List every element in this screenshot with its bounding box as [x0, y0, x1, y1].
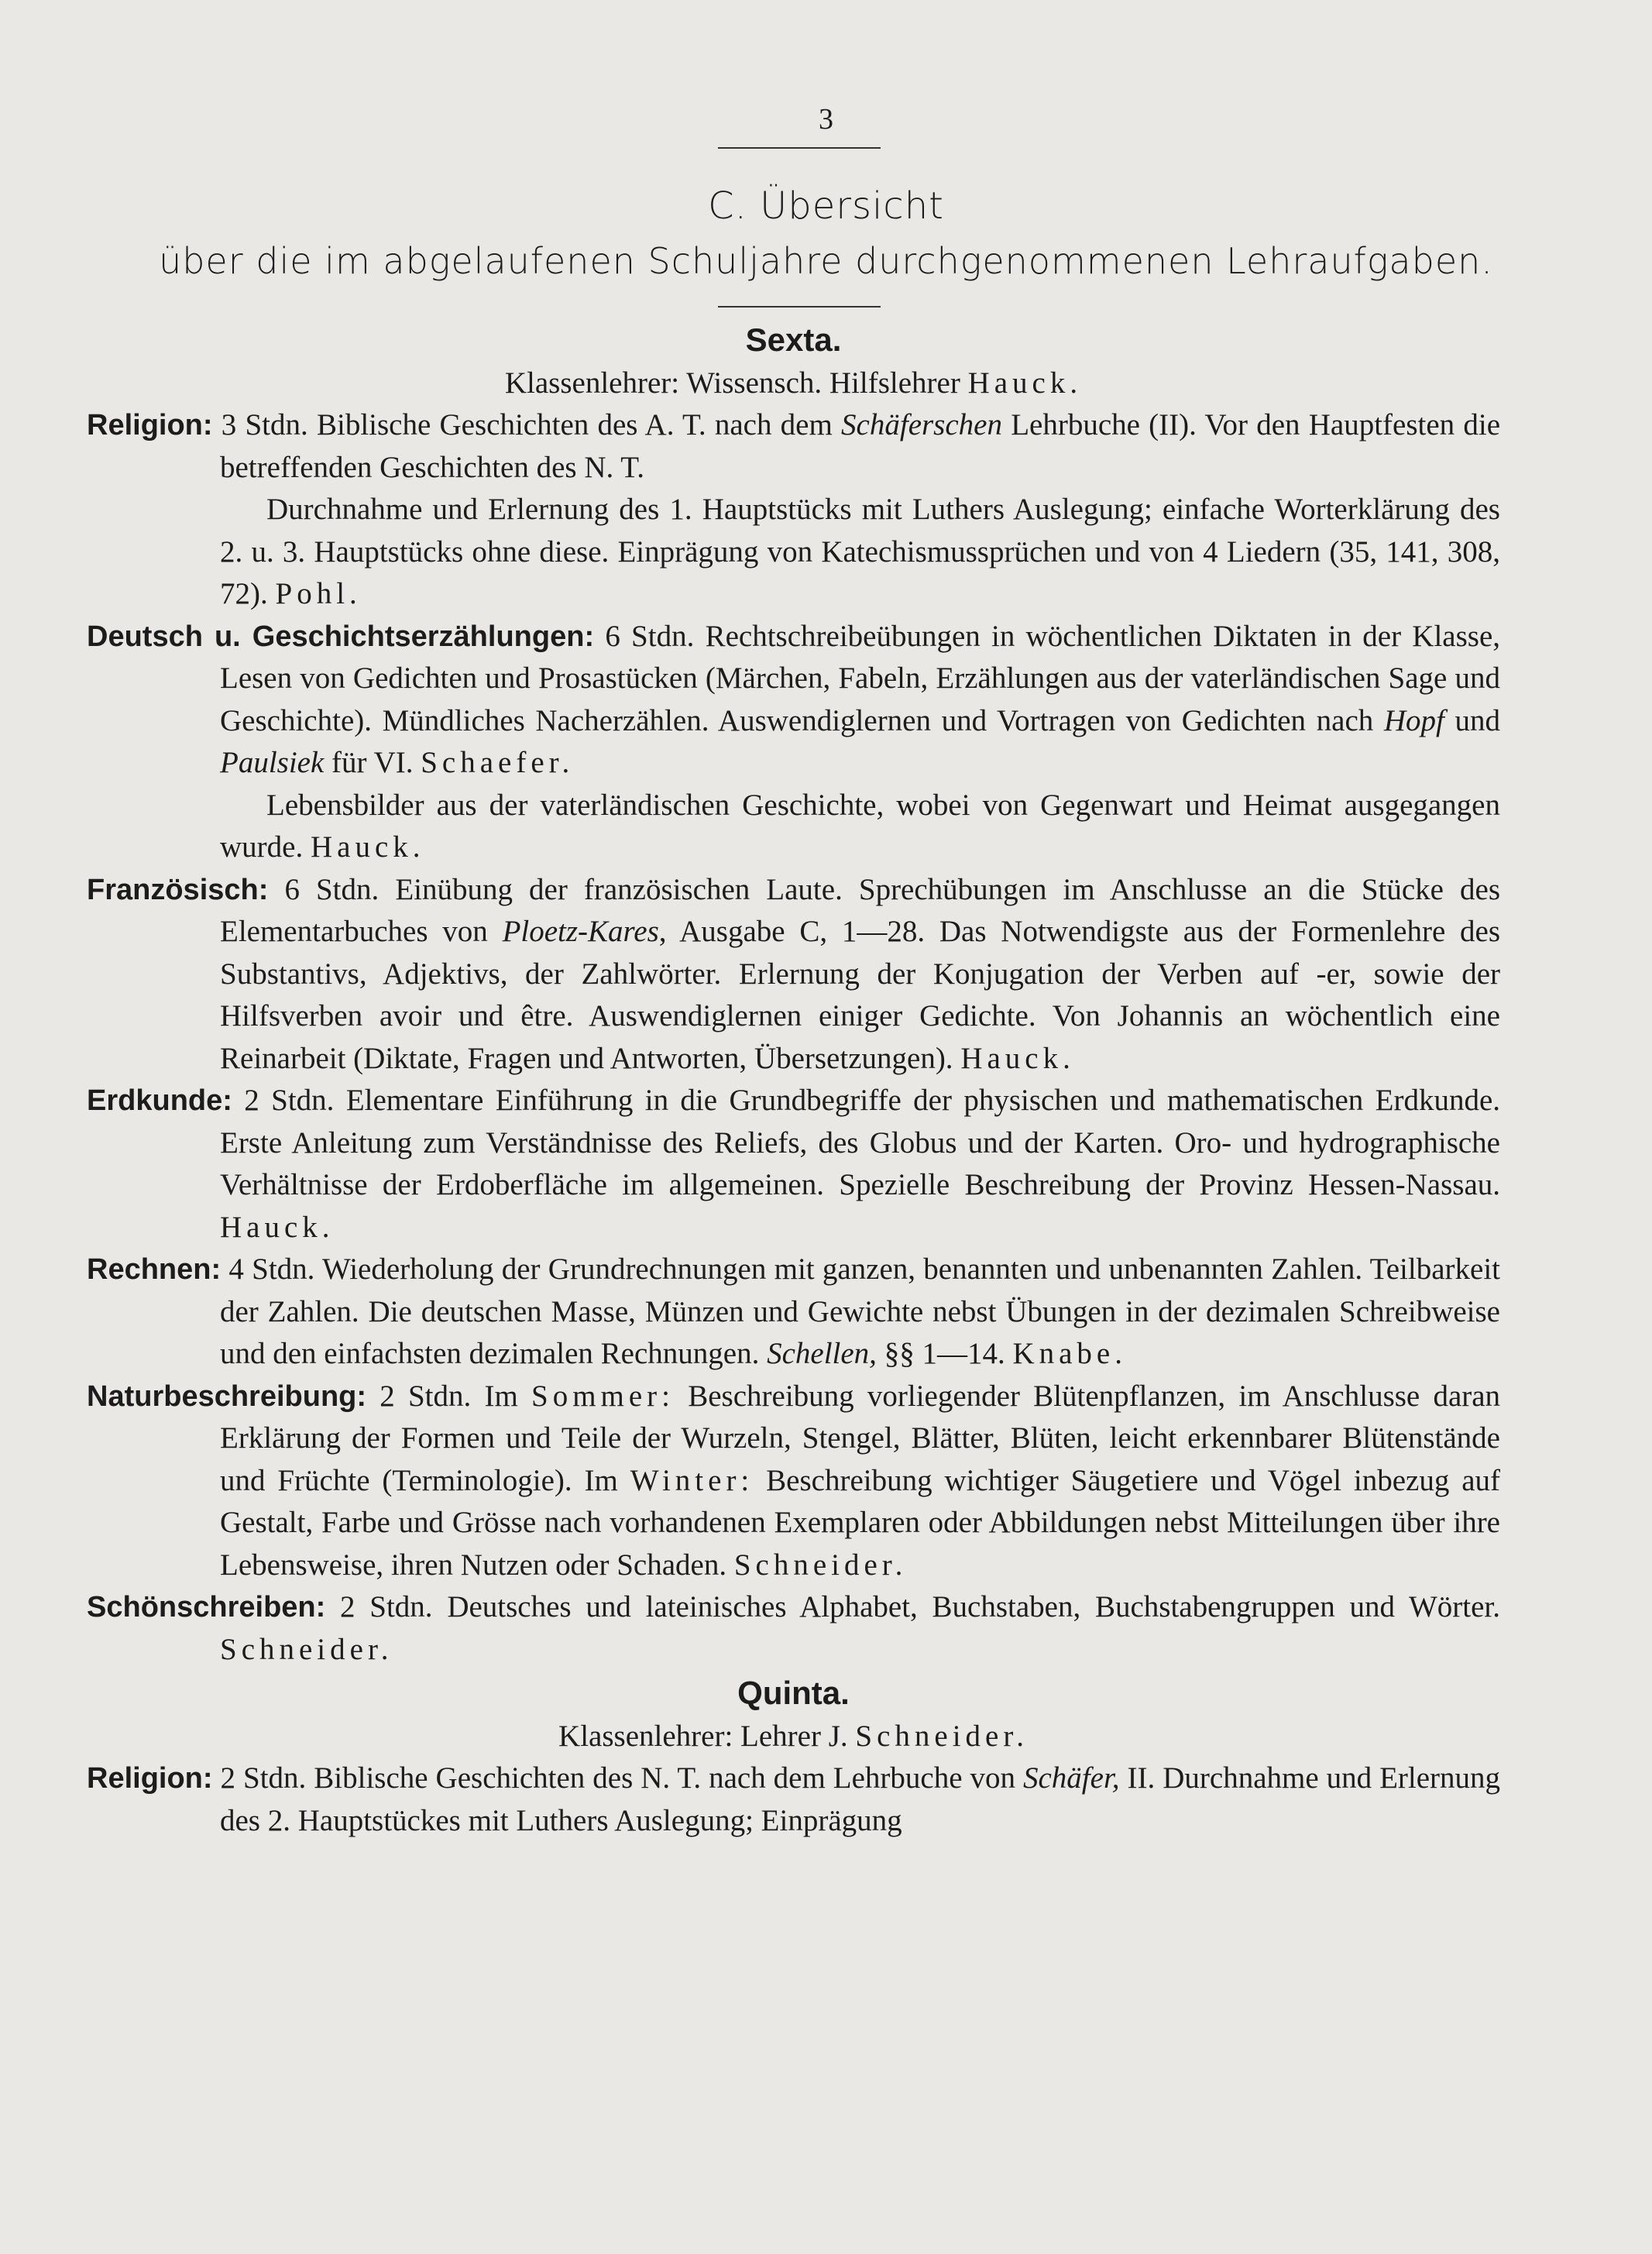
season-label: Sommer:	[531, 1379, 675, 1413]
subject-text: II. Durchnahme und Erlernung des 2. Hauptstückes mit Luthers Auslegung; Einprägung	[220, 1761, 1501, 1837]
document-body	[87, 318, 1500, 1842]
book-title: Schäfer,	[1022, 1761, 1120, 1795]
heading-rule	[718, 306, 881, 308]
teacher-name: Knabe.	[1012, 1337, 1127, 1370]
season-label: Winter:	[630, 1463, 754, 1497]
section-title: C. Übersicht	[708, 184, 944, 228]
subject-hours: 2 Stdn.	[380, 1379, 472, 1413]
teacher-role: Lehrer J.	[740, 1720, 848, 1753]
book-title: Ploetz-Kares	[502, 915, 659, 948]
subject-text: Biblische Geschichten des N. T. nach dem Lehrbuche von	[314, 1761, 1015, 1795]
subject-label: Französisch	[87, 873, 259, 906]
subject-text: Biblische Geschichten des A. T. nach dem	[316, 408, 833, 442]
subject-label: Schönschreiben	[87, 1591, 316, 1623]
section-subtitle: über die im abgelaufenen Schuljahre durchgenommenen Lehraufgaben.	[159, 240, 1493, 282]
subject-label: Religion	[87, 409, 203, 442]
teacher-role: Wissensch. Hilfslehrer	[686, 366, 960, 400]
teacher-name: Schneider.	[855, 1720, 1029, 1753]
subject-hours: 2 Stdn.	[244, 1084, 335, 1117]
teacher-name: Hauck.	[310, 830, 425, 864]
subject-label: Naturbeschreibung	[87, 1380, 357, 1413]
teacher-name: Hauck.	[967, 366, 1083, 400]
subject-text: Lebensbilder aus der vaterländischen Geschichte, wobei von Gegenwart und Heimat ausgegangen wurde.	[220, 788, 1500, 864]
subject-paragraph	[87, 785, 1500, 869]
subject-hours: 2 Stdn.	[340, 1590, 433, 1623]
subject-hours: 4 Stdn.	[228, 1252, 315, 1286]
class-title-quinta: Quinta.	[737, 1675, 850, 1711]
class-teacher-quinta	[87, 1716, 1500, 1758]
teacher-label: Klassenlehrer:	[558, 1720, 733, 1753]
subject-text: Einübung der französischen Laute. Sprechübungen im Anschlusse an die Stücke des Elementarbuches von	[220, 872, 1501, 948]
subject-text: , Ausgabe C, 1—28. Das Notwendigste aus der Formenlehre des Substantivs, Adjektivs, der Zahlwörter. Erlernung der Konjugation der Verben auf -er, sowie der Hilfsverben avoir und être. Auswendiglernen einiger Gedichte. Von Johannis an wöchentlich eine Reinarbeit (Diktate, Fragen und Antworten, Übersetzungen).	[220, 915, 1501, 1075]
subject-paragraph	[87, 489, 1500, 616]
page-number-rule	[718, 147, 881, 149]
subject-label: Deutsch u. Geschichtserzählungen	[87, 620, 585, 653]
subject-text: Deutsches und lateinisches Alphabet, Buchstaben, Buchstabengruppen und Wörter.	[447, 1590, 1501, 1623]
teacher-label: Klassenlehrer:	[504, 366, 680, 400]
subject-deutsch-sexta: Deutsch u. Geschichtserzählungen: 6 Stdn. Rechtschreibeübungen in wöchentlichen Diktaten in der Klasse, Lesen von Gedichten und Prosastücken (Märchen, Fabeln, Erzählungen aus der vaterländischen Sage und Geschichte). Mündliches Nacherzählen. Auswendiglernen und Vortragen von Gedichten nach Hopf und Paulsiek für VI. Schaefer.	[87, 619, 1501, 779]
teacher-name: Hauck.	[960, 1041, 1075, 1075]
subject-text: Durchnahme und Erlernung des 1. Hauptstücks mit Luthers Auslegung; einfache Worterklärung des 2. u. 3. Hauptstücks ohne diese. Einprägung von Katechismussprüchen und von 4 Liedern (35, 141, 308, 72).	[220, 493, 1500, 610]
subject-text: Rechtschreibeübungen in wöchentlichen Diktaten in der Klasse, Lesen von Gedichten und Prosastücken (Märchen, Fabeln, Erzählungen aus der vaterländischen Sage und Geschichte). Mündliches Nacherzählen. Auswendiglernen und Vortragen von Gedichten nach	[220, 619, 1501, 737]
class-teacher-sexta	[87, 362, 1500, 404]
subject-rechnen-sexta: Rechnen: 4 Stdn. Wiederholung der Grundrechnungen mit ganzen, benannten und unbenannten Zahlen. Teilbarkeit der Zahlen. Die deutschen Masse, Münzen und Gewichte nebst Übungen in der dezimalen Schreibweise und den einfachsten dezimalen Rechnungen. Schellen, §§ 1—14. Knabe.	[87, 1252, 1501, 1370]
subject-hours: 6 Stdn.	[284, 872, 380, 906]
subject-text: Beschreibung wichtiger Säugetiere und Vögel inbezug auf Gestalt, Farbe und Grösse nach vorhandenen Exemplaren oder Abbildungen nebst Mitteilungen über ihre Lebensweise, ihren Nutzen oder Schaden.	[220, 1463, 1501, 1582]
book-title: Hopf	[1383, 703, 1444, 737]
subject-religion-quinta: Religion: 2 Stdn. Biblische Geschichten des N. T. nach dem Lehrbuche von Schäfer, II. Durchnahme und Erlernung des 2. Hauptstückes mit Luthers Auslegung; Einprägung	[87, 1761, 1501, 1837]
book-title: Schäferschen	[841, 408, 1002, 442]
subject-text: Lehrbuche (II). Vor den Hauptfesten die betreffenden Geschichten des N. T.	[220, 408, 1501, 484]
book-title: Paulsiek	[220, 746, 325, 779]
teacher-name: Schneider.	[733, 1548, 908, 1582]
teacher-name: Hauck.	[220, 1210, 335, 1244]
subject-label: Erdkunde	[87, 1084, 223, 1117]
subject-franzoesisch-sexta: Französisch: 6 Stdn. Einübung der französischen Laute. Sprechübungen im Anschlusse an die Stücke des Elementarbuches von Ploetz-Kares, Ausgabe C, 1—28. Das Notwendigste aus der Formenlehre des Substantivs, Adjektivs, der Zahlwörter. Erlernung der Konjugation der Verben auf -er, sowie der Hilfsverben avoir und être. Auswendiglernen einiger Gedichte. Von Johannis an wöchentlich eine Reinarbeit (Diktate, Fragen und Antworten, Übersetzungen). Hauck.	[87, 872, 1501, 1075]
page-number: 3	[819, 103, 833, 136]
subject-text: Elementare Einführung in die Grundbegriffe der physischen und mathematischen Erdkunde. Erste Anleitung zum Verständnisse des Reliefs, des Globus und der Karten. Oro- und hydrographische Verhältnisse der Erdoberfläche im allgemeinen. Spezielle Beschreibung der Provinz Hessen-Nassau.	[220, 1084, 1501, 1201]
subject-text: und	[1455, 703, 1500, 737]
subject-text: Im	[484, 1379, 518, 1413]
subject-religion-sexta: Religion: 3 Stdn. Biblische Geschichten des A. T. nach dem Schäferschen Lehrbuche (II). Vor den Hauptfesten die betreffenden Geschichten des N. T.	[87, 408, 1501, 484]
subject-label: Religion	[87, 1762, 203, 1795]
subject-hours: 2 Stdn.	[220, 1761, 307, 1795]
subject-text: für VI.	[331, 746, 414, 779]
teacher-name: Schneider.	[220, 1632, 393, 1666]
subject-erdkunde-sexta: Erdkunde: 2 Stdn. Elementare Einführung in die Grundbegriffe der physischen und mathematischen Erdkunde. Erste Anleitung zum Verständnisse des Reliefs, des Globus und der Karten. Oro- und hydrographische Verhältnisse der Erdoberfläche im allgemeinen. Spezielle Beschreibung der Provinz Hessen-Nassau. Hauck.	[87, 1084, 1501, 1244]
subject-schoenschreiben-sexta: Schönschreiben: 2 Stdn. Deutsches und lateinisches Alphabet, Buchstaben, Buchstabengruppen und Wörter. Schneider.	[87, 1590, 1501, 1666]
subject-hours: 6 Stdn.	[605, 619, 695, 653]
subject-text: §§ 1—14.	[884, 1337, 1005, 1370]
subject-label: Rechnen	[87, 1253, 211, 1286]
class-title-sexta: Sexta.	[745, 321, 842, 358]
subject-hours: 3 Stdn.	[221, 408, 308, 442]
teacher-name: Pohl.	[275, 577, 362, 610]
subject-naturbeschreibung-sexta: Naturbeschreibung: 2 Stdn. Im Sommer: Beschreibung vorliegender Blütenpflanzen, im Anschlusse daran Erklärung der Formen und Teile der Wurzeln, Stengel, Blätter, Blüten, leicht erkennbarer Blütenstände und Früchte (Terminologie). Im Winter: Beschreibung wichtiger Säugetiere und Vögel inbezug auf Gestalt, Farbe und Grösse nach vorhandenen Exemplaren oder Abbildungen nebst Mitteilungen über ihre Lebensweise, ihren Nutzen oder Schaden. Schneider.	[87, 1379, 1501, 1582]
subject-text: Wiederholung der Grundrechnungen mit ganzen, benannten und unbenannten Zahlen. Teilbarkeit der Zahlen. Die deutschen Masse, Münzen und Gewichte nebst Übungen in der dezimalen Schreibweise und den einfachsten dezimalen Rechnungen.	[220, 1252, 1501, 1370]
book-title: Schellen,	[767, 1337, 877, 1370]
teacher-name: Schaefer.	[421, 746, 575, 779]
subject-text: Beschreibung vorliegender Blütenpflanzen, im Anschlusse daran Erklärung der Formen und Teile der Wurzeln, Stengel, Blätter, Blüten, leicht erkennbarer Blütenstände und Früchte (Terminologie). Im	[220, 1379, 1501, 1497]
